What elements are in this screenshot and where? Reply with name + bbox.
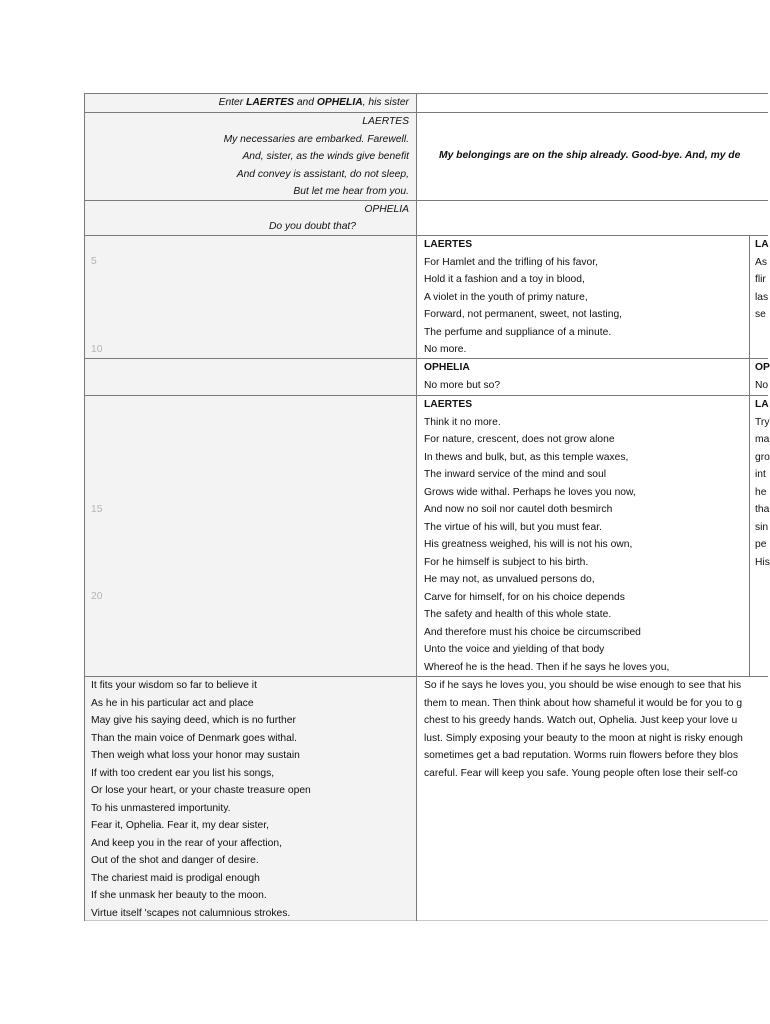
line-number: 20 [91,591,103,602]
speaker-label: LAERTES [362,116,409,127]
verse-line: Unto the voice and yielding of that body [424,644,605,655]
verse-line: Virtue itself 'scapes not calumnious strokes. [91,907,291,919]
verse-line: Than the main voice of Denmark goes withal. [91,732,298,744]
row-divider [84,358,768,359]
verse-line: Then weigh what loss your honor may sustain [91,750,300,761]
translation-line: careful. Fear will keep you safe. Young people often lose their self-co [424,767,738,779]
verse-line: And, sister, as the winds give benefit [242,151,409,162]
row-divider [84,112,768,113]
translation-fragment: OP [755,362,770,373]
verse-line: For he himself is subject to his birth. [424,556,589,568]
verse-line: Or lose your heart, or your chaste treasure open [91,785,311,796]
translation-line: My belongings are on the ship already. Good-bye. And, my de [439,150,741,161]
verse-line: The chariest maid is prodigal enough [91,872,260,884]
speaker-label: LAERTES [424,399,473,410]
translation-line: sometimes get a bad reputation. Worms ruin flowers before they blos [424,750,739,761]
verse-line: Think it no more. [424,416,501,428]
verse-line: No more but so? [424,379,501,391]
verse-line: Do you doubt that? [269,221,357,232]
verse-line: If she unmask her beauty to the moon. [91,890,267,901]
line-number: 15 [91,504,103,515]
verse-line: And convey is assistant, do not sleep, [236,168,409,180]
translation-fragment: he [755,486,767,498]
translation-fragment: No [755,379,769,391]
verse-line: But let me hear from you. [293,186,409,197]
laertes-wisdom-translation [417,677,768,921]
verse-line: May give his saying deed, which is no further [91,715,296,726]
script-table [84,93,768,921]
verse-line: Forward, not permanent, sweet, not lasting, [424,309,623,320]
verse-line: In thews and bulk, but, as this temple waxes, [424,451,629,463]
speaker-label: OPHELIA [364,204,409,215]
speaker-label: OPHELIA [424,362,470,373]
verse-line: He may not, as unvalued persons do, [424,574,595,585]
verse-line: And keep you in the rear of your affection, [91,837,282,849]
column-divider [416,93,417,921]
translation-fragment: pe [755,539,767,550]
table-border-top [84,93,768,94]
translation-line: chest to his greedy hands. Watch out, Ophelia. Just keep your love u [424,715,738,726]
row-divider [84,235,768,236]
verse-line: The safety and health of this whole state. [424,609,612,620]
ophelia-doubt-original [84,201,416,235]
translation-fragment: His [755,556,770,568]
verse-line: The perfume and suppliance of a minute. [424,326,612,338]
entry-name-ophelia: OPHELIA [316,97,363,108]
translation-line: lust. Simply exposing your beauty to the moon at night is risky enough [424,732,743,744]
verse-line: To his unmastered importunity. [91,802,231,814]
stage-direction-entry [84,93,416,112]
verse-line: For nature, crescent, does not grow alone [424,434,615,445]
translation-fragment: gro [755,451,770,463]
translation-fragment: tha [755,504,770,515]
verse-line: Whereof he is the head. Then if he says he loves you, [424,661,670,673]
translation-line: So if he says he loves you, you should be wise enough to see that his [424,680,742,691]
laertes-wisdom-original [84,677,416,921]
verse-line: Hold it a fashion and a toy in blood, [424,274,585,285]
laertes-hamlet-original [84,236,416,358]
verse-line: Fear it, Ophelia. Fear it, my dear sister, [91,820,269,831]
translation-fragment: ma [755,434,770,445]
verse-line: Out of the shot and danger of desire. [91,855,259,866]
verse-line: The virtue of his will, but you must fear. [424,521,602,533]
verse-line: Grows wide withal. Perhaps he loves you now, [424,486,636,498]
line-number: 5 [91,256,97,267]
laertes-think-modern [417,396,749,676]
table-border-bottom [84,920,768,921]
entry-suffix: , his sister [362,97,409,108]
verse-line: A violet in the youth of primy nature, [424,291,588,303]
translation-fragment: LA [755,239,769,250]
column-divider [749,235,750,676]
translation-fragment: sin [755,521,769,533]
line-number: 10 [91,344,103,355]
table-border-left [84,93,85,921]
translation-fragment: int [755,469,766,480]
entry-name-laertes: LAERTES [246,97,294,108]
verse-line: And therefore must his choice be circumscribed [424,626,641,638]
verse-line: His greatness weighed, his will is not his own, [424,539,633,550]
laertes-intro-original [84,112,416,200]
translation-line: them to mean. Then think about how shameful it would be for you to g [424,697,743,709]
verse-line: Carve for himself, for on his choice depends [424,591,625,603]
translation-fragment: flir [755,274,766,285]
verse-line: And now no soil nor cautel doth besmirch [424,504,613,515]
verse-line: For Hamlet and the trifling of his favor, [424,256,598,268]
verse-line: My necessaries are embarked. Farewell. [223,133,409,145]
laertes-hamlet-translation [750,236,768,358]
ophelia-nomore-translation [750,359,768,395]
ophelia-nomore-modern [417,359,749,395]
laertes-hamlet-modern [417,236,749,358]
speaker-label: LAERTES [424,239,473,250]
entry-prefix: Enter [218,97,247,108]
translation-fragment: LA [755,399,769,410]
row-divider [84,395,768,396]
translation-fragment: se [755,309,766,320]
verse-line: If with too credent ear you list his songs, [91,767,275,779]
translation-fragment: As [755,256,768,268]
row-divider [84,200,768,201]
translation-fragment: las [755,291,769,303]
verse-line: It fits your wisdom so far to believe it [91,680,257,691]
laertes-intro-translation [417,112,768,200]
verse-line: The inward service of the mind and soul [424,469,607,480]
row-divider [84,676,768,677]
verse-line: No more. [424,344,467,355]
laertes-think-translation [750,396,768,676]
translation-fragment: Try [755,416,770,428]
verse-line: As he in his particular act and place [91,697,254,709]
laertes-think-original [84,396,416,676]
entry-and: and [293,97,317,108]
